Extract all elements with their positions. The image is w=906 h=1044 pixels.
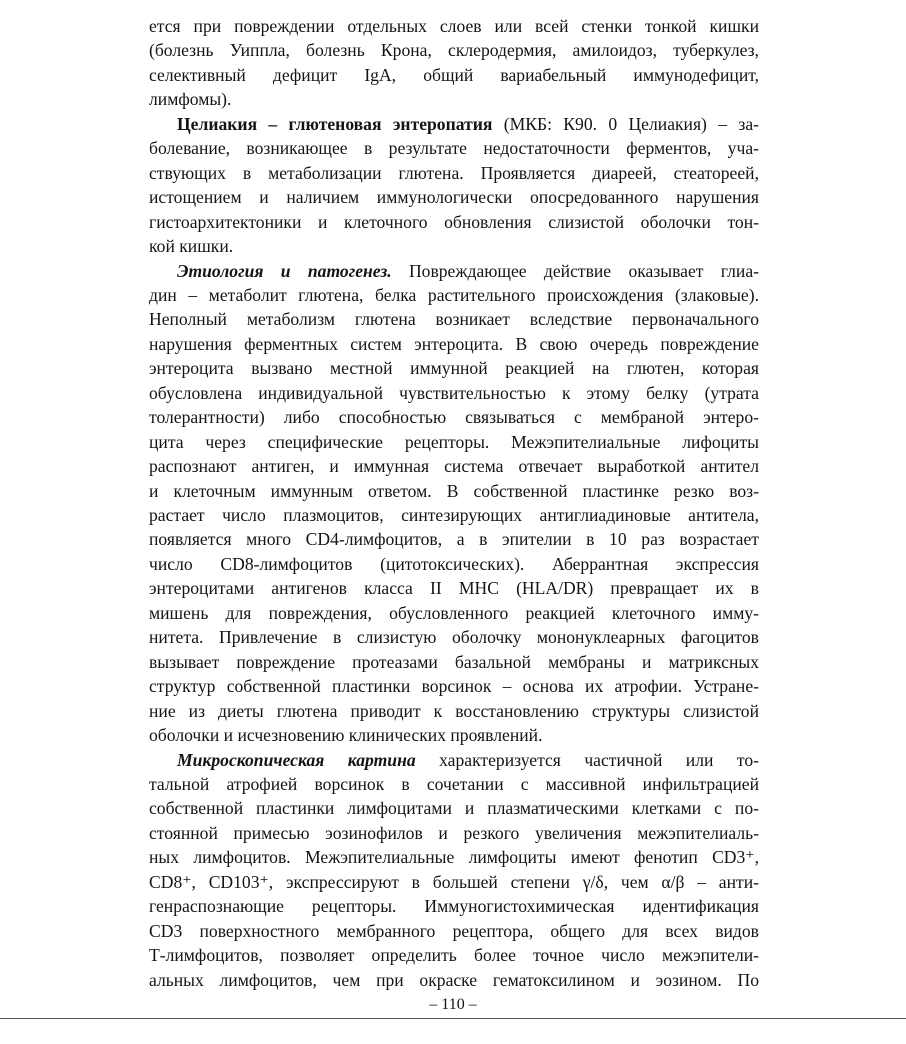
text-line: появляется много CD4-лимфоцитов, а в эпителии в 10 раз возрастает (149, 529, 759, 550)
text-line: генраспознающие рецепторы. Иммуногистохимическая идентификация (149, 896, 759, 917)
text-line: болевание, возникающее в результате недостаточности ферментов, уча- (149, 138, 759, 159)
text-line: Т-лимфоцитов, позволяет определить более точное число межэпители- (149, 945, 759, 966)
celiac-heading: Целиакия – глютеновая энтеропатия (177, 113, 493, 134)
text-line: число CD8-лимфоцитов (цитотоксических). Аберрантная экспрессия (149, 553, 759, 574)
text-line: толерантности) либо способностью связываться с мембраной энтеро- (149, 407, 759, 428)
text-line: ется при повреждении отдельных слоев или всей стенки тонкой кишки (149, 16, 759, 36)
microscopy-heading: Микроскопическая картина (177, 749, 416, 770)
text-line: нарушения ферментных систем энтероцита. В свою очередь повреждение (149, 333, 759, 354)
text-line: селективный дефицит IgA, общий вариабельный иммунодефицит, (149, 64, 759, 85)
text-line: Неполный метаболизм глютена возникает вследствие первоначального (149, 309, 759, 330)
paragraph-heading-line: Микроскопическая картина характеризуется частичной или то- (177, 749, 759, 770)
text-line: дин – метаболит глютена, белка растительного происхождения (злаковые). (149, 284, 759, 305)
paragraph-heading-line: Целиакия – глютеновая энтеропатия (МКБ: К90. 0 Целиакия) – за- (177, 113, 759, 134)
page-edge-rule (0, 1018, 906, 1019)
text-line: (болезнь Уиппла, болезнь Крона, склеродермия, амилоидоз, туберкулез, (149, 40, 759, 61)
text-line: собственной пластинки лимфоцитами и плазматическими клетками с по- (149, 798, 759, 819)
text-line: CD3 поверхностного мембранного рецептора, общего для всех видов (149, 920, 759, 941)
text-line: оболочки и исчезновению клинических проявлений. (149, 725, 543, 746)
text-line: растает число плазмоцитов, синтезирующих антиглиадиновые антитела, (149, 505, 759, 525)
text-line: структур собственной пластинки ворсинок – основа их атрофии. Устране- (149, 676, 759, 697)
text-line: тальной атрофией ворсинок в сочетании с массивной инфильтрацией (149, 773, 759, 794)
text-line: кой кишки. (149, 236, 234, 257)
text-line: энтероцита вызвано местной иммунной реакцией на глютен, которая (149, 358, 759, 379)
text-line: цита через специфические рецепторы. Межэпителиальные лифоциты (149, 431, 759, 452)
text-line: стоянной примесью эозинофилов и резкого увеличения межэпителиаль- (149, 822, 759, 843)
text-line: гистоархитектоники и клеточного обновления слизистой оболочки тон- (149, 211, 759, 232)
text-line: CD8⁺, CD103⁺, экспрессируют в большей степени γ/δ, чем α/β – анти- (149, 871, 759, 892)
etiology-heading: Этиология и патогенез. (177, 260, 392, 281)
paragraph-heading-line: Этиология и патогенез. Повреждающее действие оказывает глиа- (177, 260, 759, 281)
text-line: мишень для повреждения, обусловленного реакцией клеточного имму- (149, 602, 759, 623)
text-line: истощением и наличием иммунологически опосредованного нарушения (149, 187, 759, 208)
text-line: обусловлена индивидуальной чувствительностью к этому белку (утрата (149, 382, 759, 403)
text-line: альных лимфоцитов, чем при окраске гематоксилином и эозином. По (149, 969, 759, 990)
text-line: ние из диеты глютена приводит к восстановлению структуры слизистой (149, 700, 759, 721)
text-line: распознают антиген, и иммунная система отвечает выработкой антител (149, 456, 759, 477)
text-line: и клеточным иммунным ответом. В собственной пластинке резко воз- (149, 480, 759, 501)
text-line: нитета. Привлечение в слизистую оболочку мононуклеарных фагоцитов (149, 627, 759, 648)
page-number: – 110 – (429, 996, 477, 1013)
text-line: лимфомы). (149, 89, 232, 110)
text-line: энтероцитами антигенов класса II MHC (HLA/DR) превращает их в (149, 578, 759, 599)
text-line: ствующих в метаболизации глютена. Проявляется диареей, стеатореей, (149, 162, 759, 183)
text-line: ных лимфоцитов. Межэпителиальные лимфоциты имеют фенотип CD3⁺, (149, 847, 759, 868)
text-line: вызывает повреждение протеазами базальной мембраны и матриксных (149, 651, 759, 672)
